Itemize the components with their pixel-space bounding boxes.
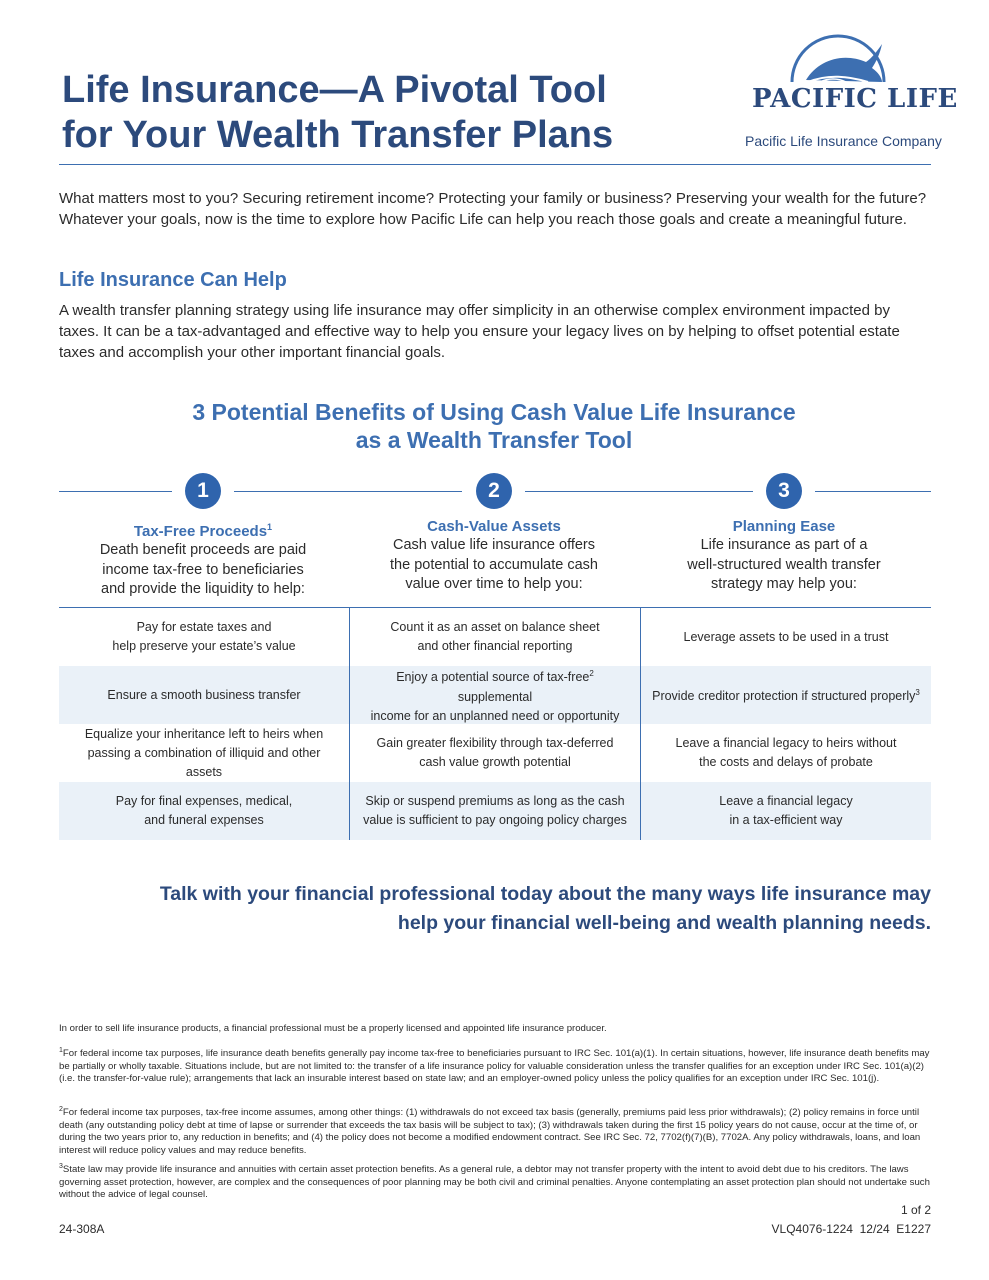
benefits-table — [59, 608, 931, 840]
table-cell: Leverage assets to be used in a trust — [640, 608, 931, 666]
page-title — [62, 68, 702, 158]
cta-line-2: help your financial well-being and wealth planning needs. — [397, 912, 931, 934]
table-cell: Equalize your inheritance left to heirs when passing a combination of illiquid and other assets — [84, 726, 324, 779]
table-cell: Leave a financial legacy to heirs without the costs and delays of probate — [640, 724, 931, 782]
licensing-note: In order to sell life insurance products, a financial professional must be a properly licensed and appointed life insurance producer. — [59, 1023, 607, 1034]
benefit-desc-line: value over time to help you: — [405, 576, 583, 592]
benefit-desc-line: income tax-free to beneficiaries — [102, 561, 304, 578]
page-number: 1 of 2 — [900, 1203, 931, 1217]
benefit-column-1 — [68, 518, 338, 600]
vlq-code: VLQ4076-1224 12/24 E1227 — [771, 1222, 931, 1236]
footnote-2: $^2$For federal income tax purposes, tax-free income assumes, among other things: (1) withdrawals do not exceed tax basis (generally, premiums paid less prior withdrawals); (2) policy remains in force until death (any outstanding policy debt at time of lapse or surrender that exceeds the tax basis will be subject to tax); (3) withdrawals taken during the first 15 policy years do not cause, occur at the time of, or during the two years prior to, any reduction in benefits; and (4) the policy does not become a modified endowment contract. See IRC Sec. 72, 7702(f)(7)(B), 7702A. Any policy withdrawals, loans, and loan interest will reduce policy values and may reduce benefits. — [59, 1106, 921, 1156]
benefit-desc-line: Life insurance as part of a — [700, 537, 868, 553]
table-cell: Count it as an asset on balance sheet and other financial reporting — [349, 608, 640, 666]
benefits-title-line-1: 3 Potential Benefits of Using Cash Value Life Insurance — [192, 399, 796, 425]
step-line — [234, 491, 462, 492]
benefit-desc-line: Cash value life insurance offers — [392, 537, 596, 553]
table-cell: Pay for final expenses, medical, and funeral expenses — [115, 794, 293, 827]
step-line — [525, 491, 753, 492]
benefit-column-2 — [359, 518, 629, 595]
logo-wordmark: PACIFIC LIFE — [752, 84, 958, 114]
company-name: Pacific Life Insurance Company — [745, 133, 942, 149]
intro-paragraph: What matters most to you? Securing retirement income? Protecting your family or business? Preserving your wealth for the future? Whatever your goals, now is the time to explore how Pacific Life can help you reach those goals and create a meaningful future. — [59, 190, 927, 228]
benefit-desc-line: well-structured wealth transfer — [687, 556, 881, 573]
section-paragraph: A wealth transfer planning strategy using life insurance may offer simplicity in an otherwise complex environment impacted by taxes. It can be a tax-advantaged and effective way to help you ensure your legacy lives on by helping to offset potential estate taxes and accomplish your other important financial goals. — [59, 302, 900, 361]
footnote-1: $^1$For federal income tax purposes, life insurance death benefits generally pay income tax-free to beneficiaries pursuant to IRC Sec. 101(a)(1). In certain situations, however, life insurance death benefits may be partially or wholly taxable. Situations include, but are not limited to: the transfer of a life insurance policy for valuable consideration unless the transfer qualifies for an exception under IRC Sec. 101(a)(2)(i.e. the transfer-for-value rule); arrangements that lack an insurable interest based on state law; and an employer-owned policy unless the policy qualifies for an exception under IRC Sec. 101(j). — [59, 1047, 930, 1085]
table-row — [59, 782, 931, 840]
benefit-desc-line: and provide the liquidity to help: — [101, 581, 305, 597]
table-row — [59, 724, 931, 782]
title-line-1: Life Insurance—A Pivotal Tool — [62, 69, 607, 111]
table-cell: Skip or suspend premiums as long as the cash value is sufficient to pay ongoing policy charges — [349, 782, 640, 840]
benefit-desc-line: Death benefit proceeds are paid — [99, 542, 307, 558]
step-line — [59, 491, 172, 492]
benefit-desc-line: strategy may help you: — [711, 576, 857, 592]
step-number-2: 2 — [476, 473, 512, 509]
table-cell: Leave a financial legacy in a tax-efficient way — [640, 782, 931, 840]
cta-line-1: Talk with your financial professional today about the many ways life insurance may — [159, 883, 931, 905]
table-cell: Enjoy a potential source of tax-free$^2$ supplemental income for an unplanned need or opportunity — [349, 666, 640, 724]
header-divider — [59, 164, 931, 165]
benefits-title — [59, 398, 929, 454]
table-row — [59, 608, 931, 666]
step-number-3: 3 — [766, 473, 802, 509]
footnote-3: $^3$State law may provide life insurance and annuities with certain asset protection benefits. As a general rule, a debtor may not transfer property with the intent to avoid debt due to his creditors. The laws governing asset protection, however, are complex and the consequences of poor planning may be both civil and criminal penalties. Anyone contemplating an asset protection plan should not undertake such without the advice of legal counsel. — [59, 1163, 930, 1201]
section-heading: Life Insurance Can Help — [59, 269, 287, 291]
benefit-title: Planning Ease — [732, 518, 836, 535]
table-cell: Pay for estate taxes and help preserve your estate’s value — [112, 620, 296, 653]
table-row — [59, 666, 931, 724]
benefit-column-3 — [649, 518, 919, 595]
step-number-1: 1 — [185, 473, 221, 509]
benefit-desc-line: the potential to accumulate cash — [390, 556, 598, 573]
title-line-2: for Your Wealth Transfer Plans — [62, 114, 614, 156]
benefits-title-line-2: as a Wealth Transfer Tool — [355, 427, 633, 453]
benefit-title: Cash-Value Assets — [427, 518, 561, 535]
table-cell: Gain greater flexibility through tax-deferred cash value growth potential — [349, 724, 640, 782]
form-code: 24-308A — [59, 1222, 105, 1236]
table-cell: Provide creditor protection if structured properly$^3$ — [640, 666, 931, 724]
step-line — [815, 491, 931, 492]
call-to-action — [59, 880, 931, 938]
benefit-title: Tax-Free Proceeds$^1$ — [133, 522, 273, 540]
table-cell: Ensure a smooth business transfer — [107, 687, 301, 702]
